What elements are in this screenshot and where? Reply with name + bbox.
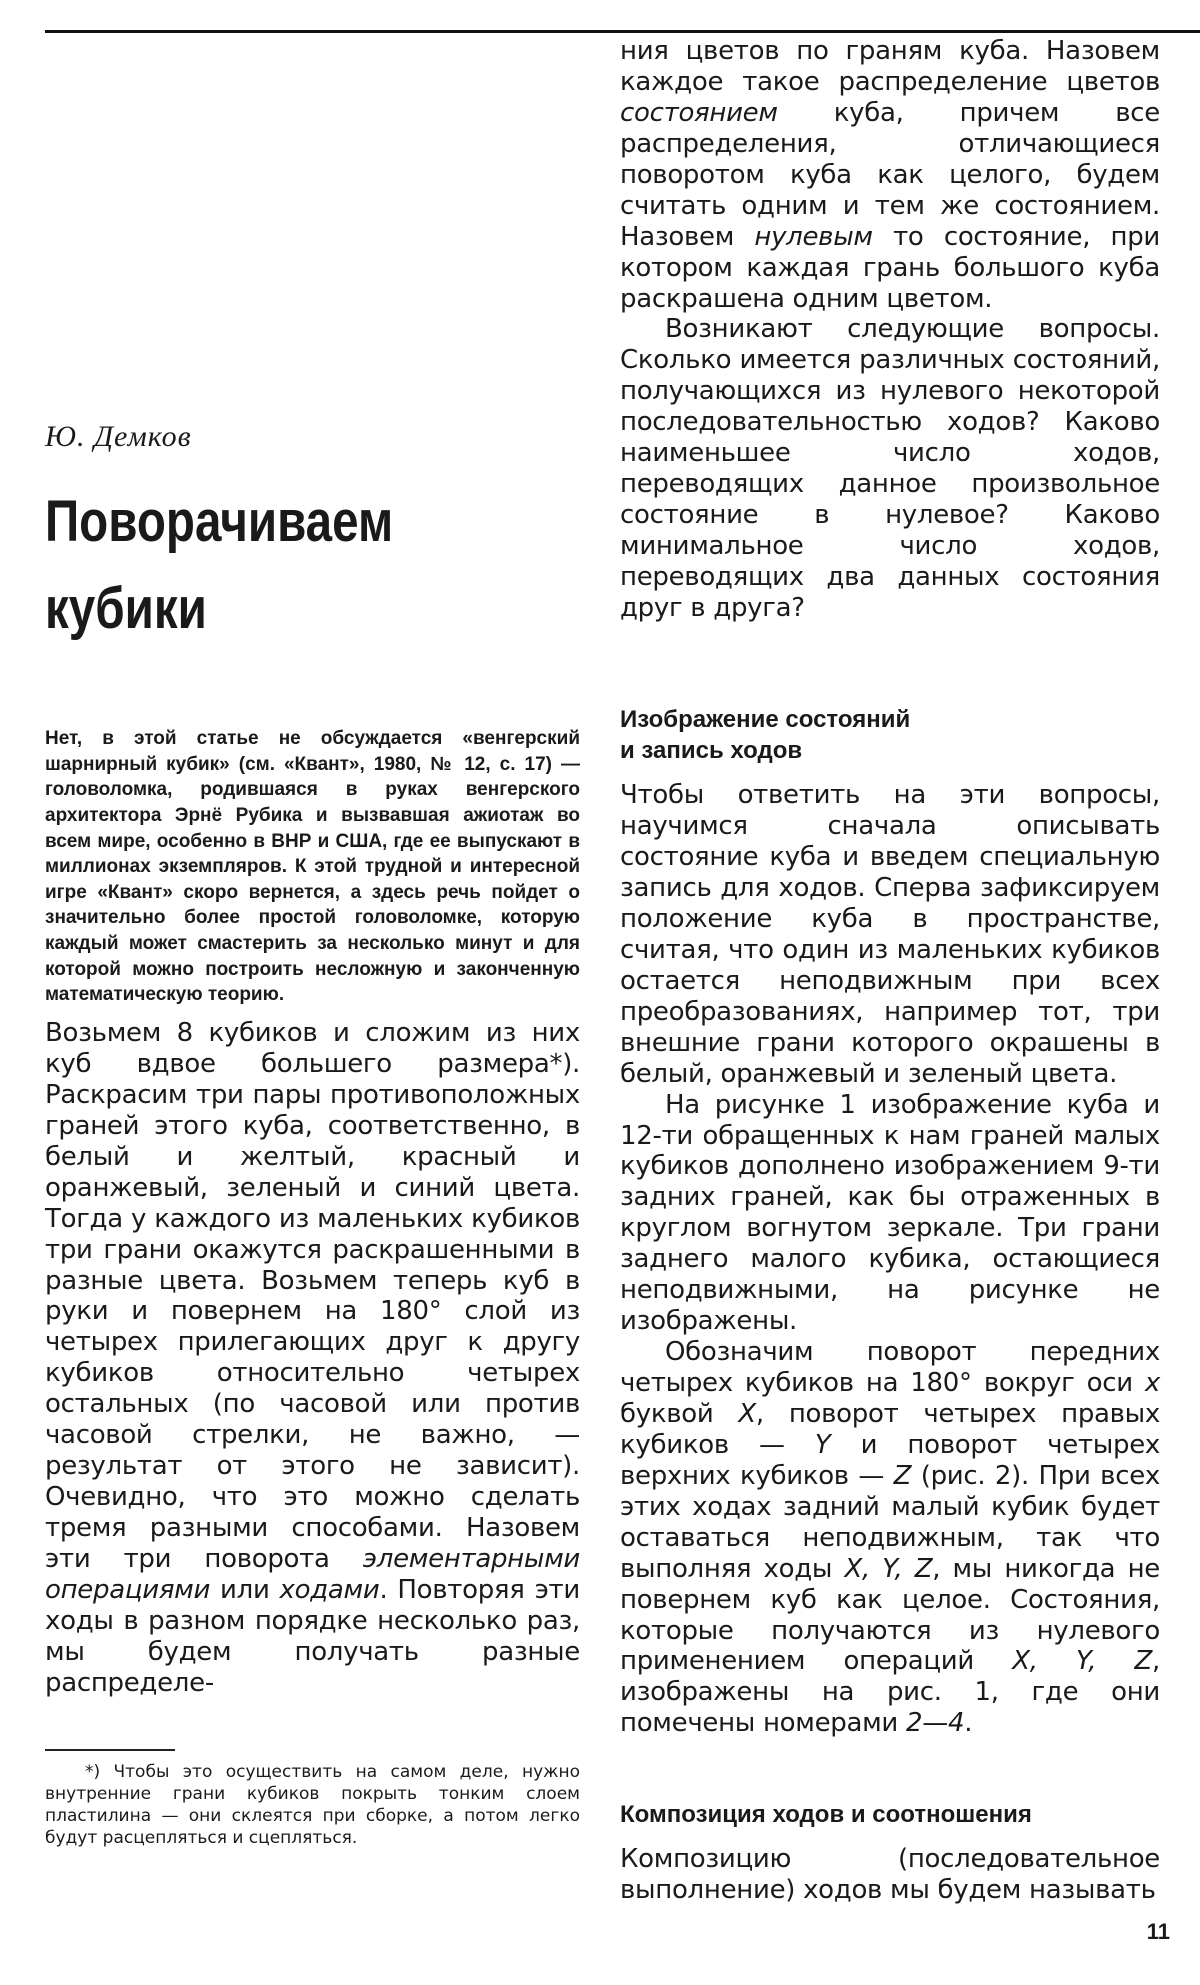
text-span: куба, причем все распределения, отличающиеся поворотом куба как целого, будем считать одним и тем же состоянием. Назовем xyxy=(620,97,1160,252)
math-var: X xyxy=(738,1398,756,1429)
text-span: (рис. 2). При всех этих ходах задний малый кубик будет оставаться неподвижным, так что выполняя ходы xyxy=(620,1460,1160,1584)
page-number: 11 xyxy=(1146,1919,1170,1944)
paragraph xyxy=(620,1337,1160,1739)
footnote-rule xyxy=(45,1749,175,1751)
paragraph: Композицию (последовательное выполнение) ходов мы будем называть xyxy=(620,1844,1160,1906)
text-span: , изображены на рис. 1, где они помечены номерами xyxy=(620,1646,1160,1739)
math-var: 2—4 xyxy=(906,1708,965,1739)
title-line-2: кубики xyxy=(45,576,207,641)
text-span: Возьмем 8 кубиков и сложим из них куб вдвое большего размера*). Раскрасим три пары противоположных граней этого куба, соответственно, в белый и желтый, красный и оранжевый, зеленый и синий цвета. Тогда у каждого из маленьких кубиков три грани окажутся раскрашенными в разные цвета. Возьмем теперь куб в руки и повернем на 180° слой из четырех прилегающих друг к другу кубиков относительно четырех остальных (по часовой или против часовой стрелки, не важно, — результат от этого не зависит). Очевидно, что это можно сделать тремя разными способами. Назовем эти три поворота xyxy=(45,1018,580,1574)
paragraph xyxy=(45,1018,580,1699)
text-span: ния цветов по граням куба. Назовем каждое такое распределение цветов xyxy=(620,36,1160,97)
section-heading xyxy=(620,704,1160,766)
emphasis: ходами xyxy=(279,1574,380,1605)
text-span: Обозначим поворот передних четырех кубиков на 180° вокруг оси xyxy=(620,1337,1160,1398)
math-var: x xyxy=(1144,1368,1160,1398)
footnote: *) Чтобы это осуществить на самом деле, нужно внутренние грани кубиков покрыть тонким слоем пластилина — они склеятся при сборке, а потом легко будут расцепляться и сцепляться. xyxy=(45,1761,580,1848)
heading-line: и запись ходов xyxy=(620,737,803,764)
top-rule xyxy=(45,30,1200,33)
text-span: то состояние, при котором каждая грань большого куба раскрашена одним цветом. xyxy=(620,221,1160,314)
text-span: или xyxy=(210,1574,280,1605)
math-var: Y xyxy=(814,1429,831,1460)
math-var: X, Y, Z xyxy=(844,1553,933,1584)
heading-line: Изображение состояний xyxy=(620,705,911,733)
math-var: Z xyxy=(893,1460,912,1491)
text-span: буквой xyxy=(620,1398,739,1429)
paragraph: На рисунке 1 изображение куба и 12-ти обращенных к нам граней малых кубиков дополнено изображением 9-ти задних граней, как бы отраженных в круглом вогнутом зеркале. Три грани заднего малого кубика, остающиеся неподвижными, на рисунке не изображены. xyxy=(620,1089,1160,1337)
author: Ю. Демков xyxy=(45,420,192,453)
right-column xyxy=(620,36,1160,1906)
article-title xyxy=(45,478,484,652)
left-column xyxy=(45,420,580,1849)
text-span: . Повторяя эти ходы в разном порядке несколько раз, мы будем получать разные распределе- xyxy=(45,1574,580,1698)
left-body-text xyxy=(45,1018,580,1699)
math-var: X, Y, Z xyxy=(1012,1646,1153,1677)
text-span: . xyxy=(964,1708,973,1739)
text-span: и поворот четырех верхних кубиков — xyxy=(620,1429,1160,1491)
text-span: , поворот четырех правых кубиков — xyxy=(620,1398,1160,1460)
right-body-text-3 xyxy=(620,1844,1160,1906)
section-heading-2: Композиция ходов и соотношения xyxy=(620,1801,1032,1829)
paragraph: Возникают следующие вопросы. Сколько имеется различных состояний, получающихся из нулевого некоторой последовательностью ходов? Каково наименьшее число ходов, переводящих данное произвольное состояние в нулевое? Каково минимальное число ходов, переводящих два данных состояния друг в друга? xyxy=(620,314,1160,623)
right-body-text-2 xyxy=(620,780,1160,1739)
title-line-1: Поворачиваем xyxy=(45,489,394,554)
emphasis: нулевым xyxy=(754,221,873,252)
paragraph xyxy=(620,36,1160,314)
emphasis: элементарными операциями xyxy=(45,1543,580,1605)
right-body-text xyxy=(620,36,1160,624)
emphasis: состоянием xyxy=(620,97,778,128)
text-span: , мы никогда не повернем куб как целое. Состояния, которые получаются из нулевого применением операций xyxy=(620,1553,1160,1677)
lead-paragraph: Нет, в этой статье не обсуждается «венгерский шарнирный кубик» (см. «Квант», 1980, № 12, с. 17) — головоломка, родившаяся в руках венгерского архитектора Эрнё Рубика и вызвавшая ажиотаж во всем мире, особенно в ВНР и США, где ее выпускают в миллионах экземпляров. К этой трудной и интересной игре «Квант» скоро вернется, а здесь речь пойдет о значительно более простой головоломке, которую каждый может смастерить за несколько минут и для которой можно построить несложную и законченную математическую теорию. xyxy=(45,728,580,1006)
paragraph: Чтобы ответить на эти вопросы, научимся сначала описывать состояние куба и введем специальную запись для ходов. Сперва зафиксируем положение куба в пространстве, считая, что один из маленьких кубиков остается неподвижным при всех преобразованиях, например тот, три внешние грани которого окрашены в белый, оранжевый и зеленый цвета. xyxy=(620,780,1160,1089)
